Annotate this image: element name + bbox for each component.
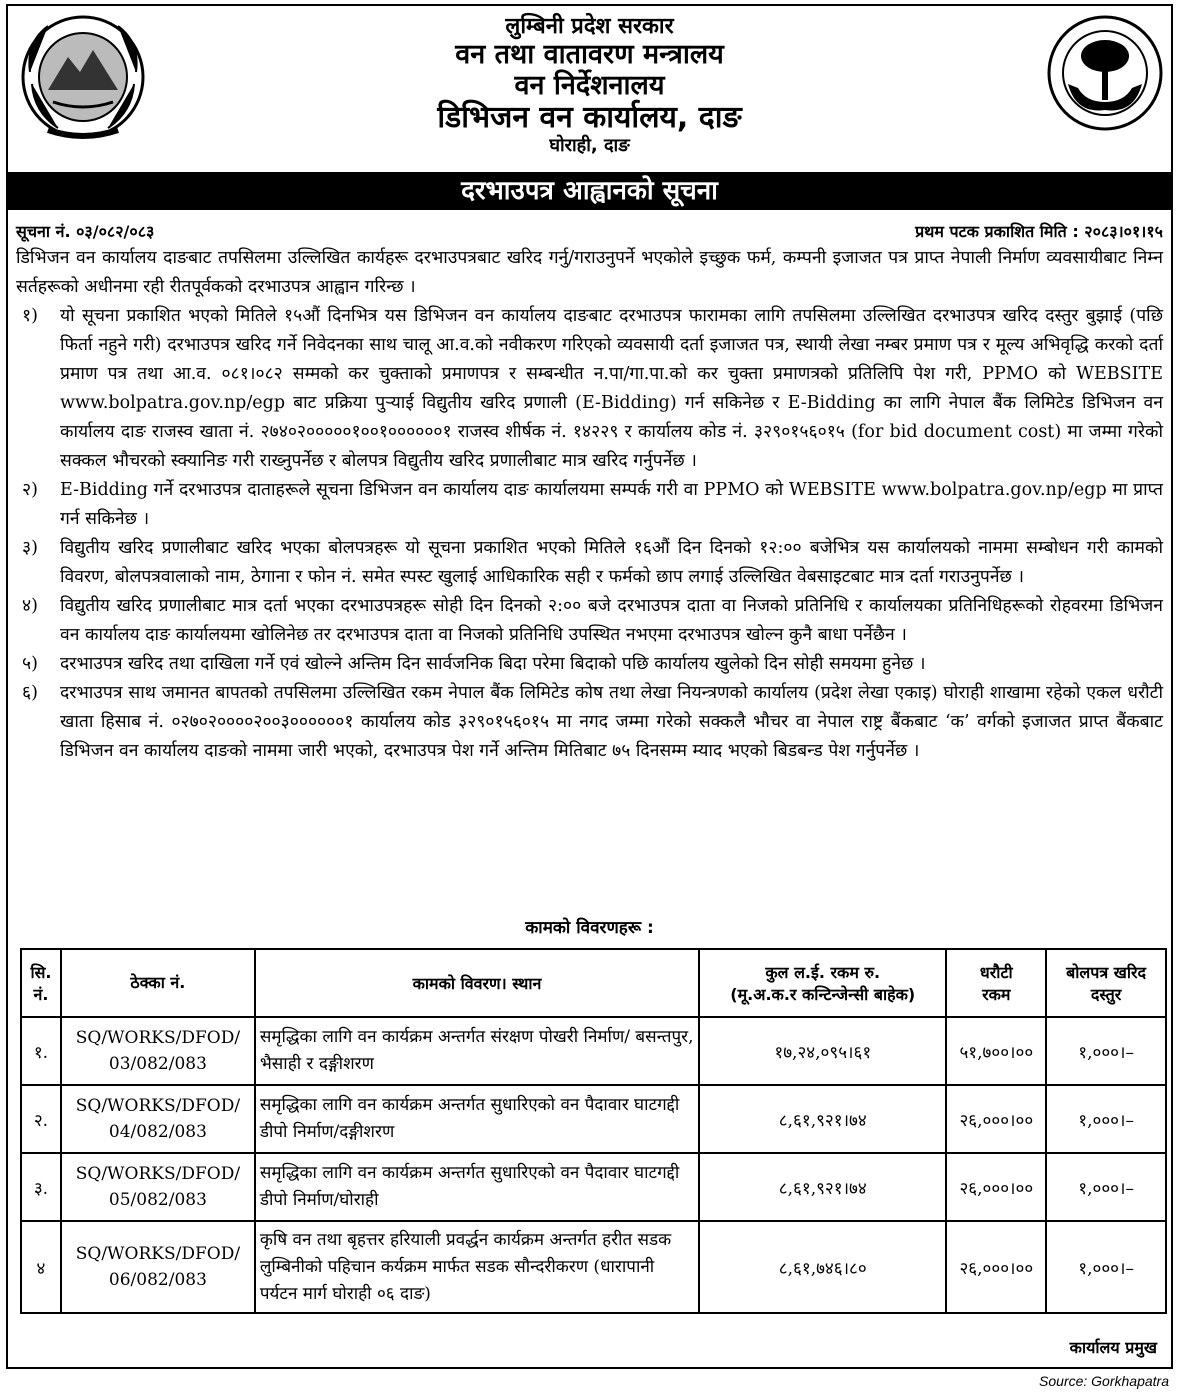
published-date: प्रथम पटक प्रकाशित मिति : २०८३।०१।१५ (915, 222, 1163, 241)
cell-amount: १७,२४,०९५।६१ (699, 1017, 946, 1085)
clause-text: दरभाउपत्र खरिद तथा दाखिला गर्ने एवं खोल्ने अन्तिम दिन सार्वजनिक बिदा परेमा बिदाको पछि कार्यालय खुलेको दिन सोही समयमा हुनेछ । (60, 654, 926, 674)
header-amount-line1: कुल ल.ई. रकम रु. (765, 963, 881, 982)
tree-hands-logo-icon (1046, 14, 1164, 132)
intro-paragraph: डिभिजन वन कार्यालय दाङबाट तपसिलमा उल्लिखित कार्यहरू दरभाउपत्रबाट खरिद गर्नु/गराउनुपर्ने भएकोले इच्छुक फर्म, कम्पनी इजाजत पत्र प्राप्त नेपाली निर्माण व्यवसायीबाट निम्न सर्तहरूको अधीनमा रही रीतपूर्वकको दरभाउपत्र आह्वान गरिन्छ । (16, 248, 1163, 297)
directorate-title: वन निर्देशनालय (514, 70, 665, 102)
contract-no-line1: SQ/WORKS/DFOD/ (75, 1096, 241, 1116)
contract-no-line2: 06/082/083 (108, 1270, 207, 1290)
table-row (21, 1017, 1166, 1085)
header-deposit (946, 949, 1046, 1017)
clause-number: ६) (22, 683, 38, 703)
header-fee-line2: दस्तुर (1090, 985, 1122, 1004)
cell-sn: ३. (21, 1153, 61, 1221)
cell-sn: १. (21, 1017, 61, 1085)
table-row (21, 1153, 1166, 1221)
cell-description: समृद्धिका लागि वन कार्यक्रम अन्तर्गत सुधारिएको वन पैदावार घाटगद्दी डीपो निर्माण/घोराही (255, 1153, 699, 1221)
clause-number: २) (22, 480, 38, 500)
table-row (21, 1085, 1166, 1153)
source-credit: Source: Gorkhapatra (1039, 1373, 1169, 1389)
header-description: कामको विवरण। स्थान (255, 949, 699, 1017)
contract-no-line2: 05/082/083 (108, 1190, 207, 1210)
cell-sn: ४ (21, 1221, 61, 1313)
cell-contract-no (61, 1153, 255, 1221)
header-amount (699, 949, 946, 1017)
signature-title: कार्यालय प्रमुख (1069, 1338, 1157, 1357)
contract-no-line1: SQ/WORKS/DFOD/ (75, 1028, 241, 1048)
cell-amount: ८,६१,९२१।७४ (699, 1153, 946, 1221)
province-title: लुम्बिनी प्रदेश सरकार (505, 14, 674, 39)
clause-1 (16, 302, 1163, 476)
clause-number: ३) (22, 538, 38, 558)
header-deposit-line2: रकम (982, 985, 1011, 1004)
cell-sn: २. (21, 1085, 61, 1153)
works-table (20, 948, 1167, 1314)
nepal-government-emblem-icon (18, 12, 148, 142)
cell-deposit: ५१,७००।०० (946, 1017, 1046, 1085)
table-row (21, 1221, 1166, 1313)
cell-deposit: २६,०००।०० (946, 1221, 1046, 1313)
header-fee (1046, 949, 1166, 1017)
header-fee-line1: बोलपत्र खरिद (1066, 963, 1147, 982)
clause-2 (16, 476, 1163, 534)
notice-frame (6, 4, 1173, 1369)
header-contract-no: ठेक्का नं. (61, 949, 255, 1017)
header-amount-line2: (मू.अ.क.र कन्टिन्जेन्सी बाहेक) (730, 985, 916, 1004)
notice-number: सूचना नं. ०३/०८२/०८३ (16, 222, 155, 241)
clause-number: ४) (22, 596, 38, 616)
clause-number: ५) (22, 654, 38, 674)
meta-row (16, 216, 1163, 242)
table-header-row (21, 949, 1166, 1017)
notice-title-bar: दरभाउपत्र आह्वानको सूचना (8, 172, 1171, 210)
cell-contract-no (61, 1221, 255, 1313)
cell-description: समृद्धिका लागि वन कार्यक्रम अन्तर्गत संरक्षण पोखरी निर्माण/ बसन्तपुर, भैसाही र दङ्गीशरण (255, 1017, 699, 1085)
cell-deposit: २६,०००।०० (946, 1153, 1046, 1221)
cell-contract-no (61, 1017, 255, 1085)
notice-body (16, 244, 1163, 766)
cell-fee: १,०००।– (1046, 1017, 1166, 1085)
clause-text: यो सूचना प्रकाशित भएको मितिले १५औं दिनभित्र यस डिभिजन वन कार्यालय दाङबाट दरभाउपत्र फारामका लागि तपसिलमा उल्लिखित दरभाउपत्र खरिद दस्तुर बुझाई (पछि फिर्ता नहुने गरी) दरभाउपत्र खरिद गर्ने निवेदनका साथ चालू आ.व.को नवीकरण गरिएको व्यवसायी दर्ता इजाजत पत्र, स्थायी लेखा नम्बर प्रमाण पत्र र मूल्य अभिवृद्धि करको दर्ता प्रमाण पत्र तथा आ.व. ०८१।०८२ सम्मको कर चुक्ताको प्रमाणपत्र र सम्बन्धीत न.पा/गा.पा.को कर चुक्ता प्रमाणत्रको प्रतिलिपि पेश गरी, PPMO को WEBSITE www.bolpatra.gov.np/egp बाट प्रक्रिया पुऱ्याई विद्युतीय खरिद प्रणाली (E-Bidding) गर्न सकिनेछ र E-Bidding का लागि नेपाल बैंक लिमिटेड डिभिजन वन कार्यालय दाङ राजस्व खाता नं. २७४०२०००००१००१००००००१ राजस्व शीर्षक नं. १४२२९ र कार्यालय कोड नं. ३२९०१५६०१५ (for bid document cost) मा जम्मा गरेको सक्कल भौचरको स्क्यानिङ गरी राख्नुपर्नेछ र बोलपत्र विद्युतीय खरिद प्रणालीबाट मात्र खरिद गर्नुपर्नेछ । (60, 306, 1163, 471)
header-deposit-line1: धरौटी (979, 963, 1013, 982)
cell-fee: १,०००।– (1046, 1085, 1166, 1153)
cell-deposit: २६,०००।०० (946, 1085, 1046, 1153)
header-sn: सि. नं. (21, 949, 61, 1017)
header (8, 6, 1171, 172)
clause-text: विद्युतीय खरिद प्रणालीबाट मात्र दर्ता भएका दरभाउपत्रहरू सोही दिन दिनको २:०० बजे दरभाउपत्र दाता वा निजको प्रतिनिधि र कार्यालयका प्रतिनिधिहरूको रोहवरमा डिभिजन वन कार्यालय दाङ कार्यालयमा खोलिनेछ तर दरभाउपत्र दाता वा निजको प्रतिनिधि उपस्थित नभएमा दरभाउपत्र खोल्न कुनै बाधा पर्नेछैन । (60, 596, 1163, 645)
contract-no-line2: 03/082/083 (108, 1054, 207, 1074)
clause-6 (16, 679, 1163, 766)
clause-4 (16, 592, 1163, 650)
cell-contract-no (61, 1085, 255, 1153)
cell-description: समृद्धिका लागि वन कार्यक्रम अन्तर्गत सुधारिएको वन पैदावार घाटगद्दी डीपो निर्माण/दङ्गीशरण (255, 1085, 699, 1153)
clause-text: E-Bidding गर्ने दरभाउपत्र दाताहरूले सूचना डिभिजन वन कार्यालय दाङ कार्यालयमा सम्पर्क गरी वा PPMO को WEBSITE www.bolpatra.gov.np/egp मा प्राप्त गर्न सकिनेछ । (60, 480, 1163, 529)
works-heading: कामको विवरणहरू : (525, 918, 654, 938)
contract-no-line1: SQ/WORKS/DFOD/ (75, 1164, 241, 1184)
office-location: घोराही, दाङ (549, 134, 630, 156)
office-title: डिभिजन वन कार्यालय, दाङ (437, 100, 742, 136)
contract-no-line1: SQ/WORKS/DFOD/ (75, 1244, 241, 1264)
clause-5 (16, 650, 1163, 679)
clause-number: १) (22, 306, 38, 326)
cell-amount: ८,६१,७४६।८० (699, 1221, 946, 1313)
clause-text: विद्युतीय खरिद प्रणालीबाट खरिद भएका बोलपत्रहरू यो सूचना प्रकाशित भएको मितिले १६औं दिन दिनको १२:०० बजेभित्र यस कार्यालयको नाममा सम्बोधन गरी कामको विवरण, बोलपत्रवालाको नाम, ठेगाना र फोन नं. समेत स्पस्ट खुलाई आधिकारिक सही र फर्मको छाप लगाई उल्लिखित वेबसाइटबाट मात्र दर्ता गराउनुपर्नेछ । (60, 538, 1163, 587)
cell-amount: ८,६१,९२१।७४ (699, 1085, 946, 1153)
cell-fee: १,०००।– (1046, 1221, 1166, 1313)
cell-description: कृषि वन तथा बृहत्तर हरियाली प्रवर्द्धन कार्यक्रम अन्तर्गत हरीत सडक लुम्बिनीको पहिचान कर्यक्रम मार्फत सडक सौन्दरीकरण (धारापानी पर्यटन मार्ग घोराही ०६ दाङ) (255, 1221, 699, 1313)
contract-no-line2: 04/082/083 (108, 1122, 207, 1142)
ministry-title: वन तथा वातावरण मन्त्रालय (455, 39, 724, 71)
clause-3 (16, 534, 1163, 592)
clause-text: दरभाउपत्र साथ जमानत बापतको तपसिलमा उल्लिखित रकम नेपाल बैंक लिमिटेड कोष तथा लेखा नियन्त्रणको कार्यालय (प्रदेश लेखा एकाइ) घोराही शाखामा रहेको एकल धरौटी खाता हिसाब नं. ०२७०२००००२००३००००००१ कार्यालय कोड ३२९०१५६०१५ मा नगद जम्मा गरेको सक्कलै भौचर वा नेपाल राष्ट्र बैंकबाट ‘क’ वर्गको इजाजत प्राप्त बैंकबाट डिभिजन वन कार्यालय दाङको नाममा जारी भएको, दरभाउपत्र पेश गर्ने अन्तिम मितिबाट ७५ दिनसम्म म्याद भएको बिडबन्ड पेश गर्नुपर्नेछ । (60, 683, 1163, 761)
cell-fee: १,०००।– (1046, 1153, 1166, 1221)
